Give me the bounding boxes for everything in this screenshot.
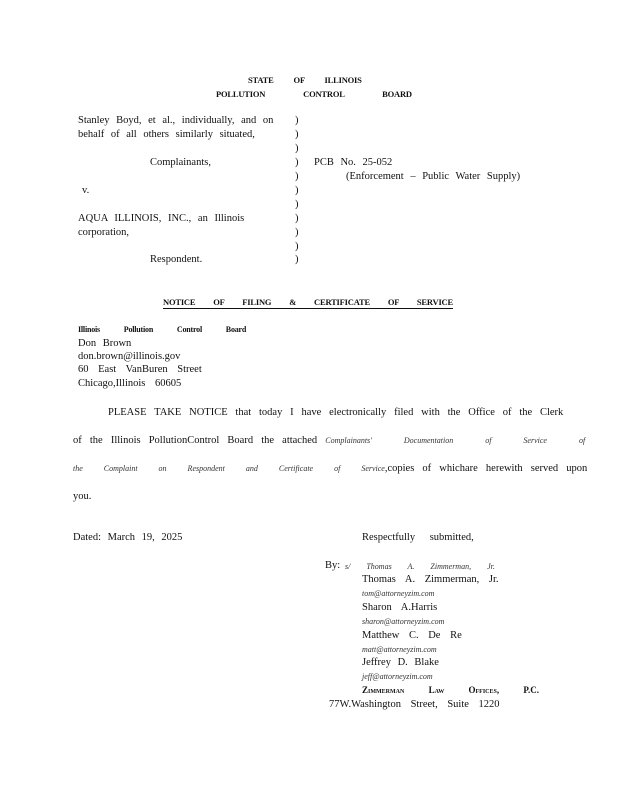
- header-line-2: POLLUTION CONTROL BOARD: [216, 89, 412, 99]
- attorney-name: Matthew C. De Re: [362, 630, 462, 641]
- body-line-2-text: of the Illinois PollutionControl Board the attached: [73, 435, 318, 446]
- recipient-org: Illinois Pollution Control Board: [78, 325, 247, 334]
- attorney-name: Thomas A. Zimmerman, Jr.: [362, 574, 499, 585]
- respondent-name-line-1: AQUA ILLINOIS, INC., an Illinois: [78, 213, 245, 224]
- firm-address: 77W.Washington Street, Suite 1220: [329, 699, 500, 710]
- versus: v.: [82, 185, 90, 196]
- recipient-city: Chicago,Illinois 60605: [78, 378, 182, 389]
- recipient-email: don.brown@illinois.gov: [78, 351, 181, 362]
- attorney-name: Jeffrey D. Blake: [362, 657, 439, 668]
- caption-paren: ): [295, 185, 299, 196]
- respondent-name-line-2: corporation,: [78, 227, 130, 238]
- body-line-2-italic: Complainants' Documentation of Service of: [325, 436, 586, 445]
- body-line-1: PLEASE TAKE NOTICE that today I have electronically filed with the Office of the Clerk: [108, 407, 564, 418]
- complainants-role: Complainants,: [150, 157, 211, 168]
- body-line-2: [73, 435, 585, 446]
- recipient-street: 60 East VanBuren Street: [78, 364, 202, 375]
- case-type: (Enforcement – Public Water Supply): [346, 171, 521, 182]
- caption-paren: ): [295, 115, 299, 126]
- caption-paren: ): [295, 254, 299, 265]
- attorney-email: tom@attorneyzim.com: [362, 589, 435, 598]
- body-line-3: [73, 463, 587, 474]
- closing: Respectfully submitted,: [362, 532, 474, 543]
- respondent-role: Respondent.: [150, 254, 203, 265]
- attorney-name: Sharon A.Harris: [362, 602, 438, 613]
- attorney-email: matt@attorneyzim.com: [362, 645, 437, 654]
- complainants-name-line-1: Stanley Boyd, et al., individually, and on: [78, 115, 274, 126]
- caption-paren: ): [295, 227, 299, 238]
- recipient-name: Don Brown: [78, 338, 132, 349]
- body-line-4: you.: [73, 491, 92, 502]
- signature-by: By:: [325, 560, 341, 571]
- case-number: PCB No. 25-052: [314, 157, 393, 168]
- notice-title: NOTICE OF FILING & CERTIFICATE OF SERVICE: [163, 297, 453, 307]
- caption-paren: ): [295, 199, 299, 210]
- complainants-name-line-2: behalf of all others similarly situated,: [78, 129, 255, 140]
- dated: Dated: March 19, 2025: [73, 532, 183, 543]
- body-line-3-text: ,copies of whichare herewith served upon: [384, 463, 588, 474]
- caption-paren: ): [295, 157, 299, 168]
- caption-paren: ): [295, 213, 299, 224]
- caption-paren: ): [295, 143, 299, 154]
- body-line-3-italic: the Complaint on Respondent and Certificate of Service: [73, 464, 385, 473]
- caption-paren: ): [295, 171, 299, 182]
- firm-name: Zimmerman Law Offices, P.C.: [362, 685, 540, 695]
- attorney-email: sharon@attorneyzim.com: [362, 617, 445, 626]
- caption-paren: ): [295, 241, 299, 252]
- caption-paren: ): [295, 129, 299, 140]
- attorney-email: jeff@attorneyzim.com: [362, 672, 433, 681]
- signature-esign: s/ Thomas A. Zimmerman, Jr.: [345, 562, 495, 571]
- header-line-1: STATE OF ILLINOIS: [248, 75, 362, 85]
